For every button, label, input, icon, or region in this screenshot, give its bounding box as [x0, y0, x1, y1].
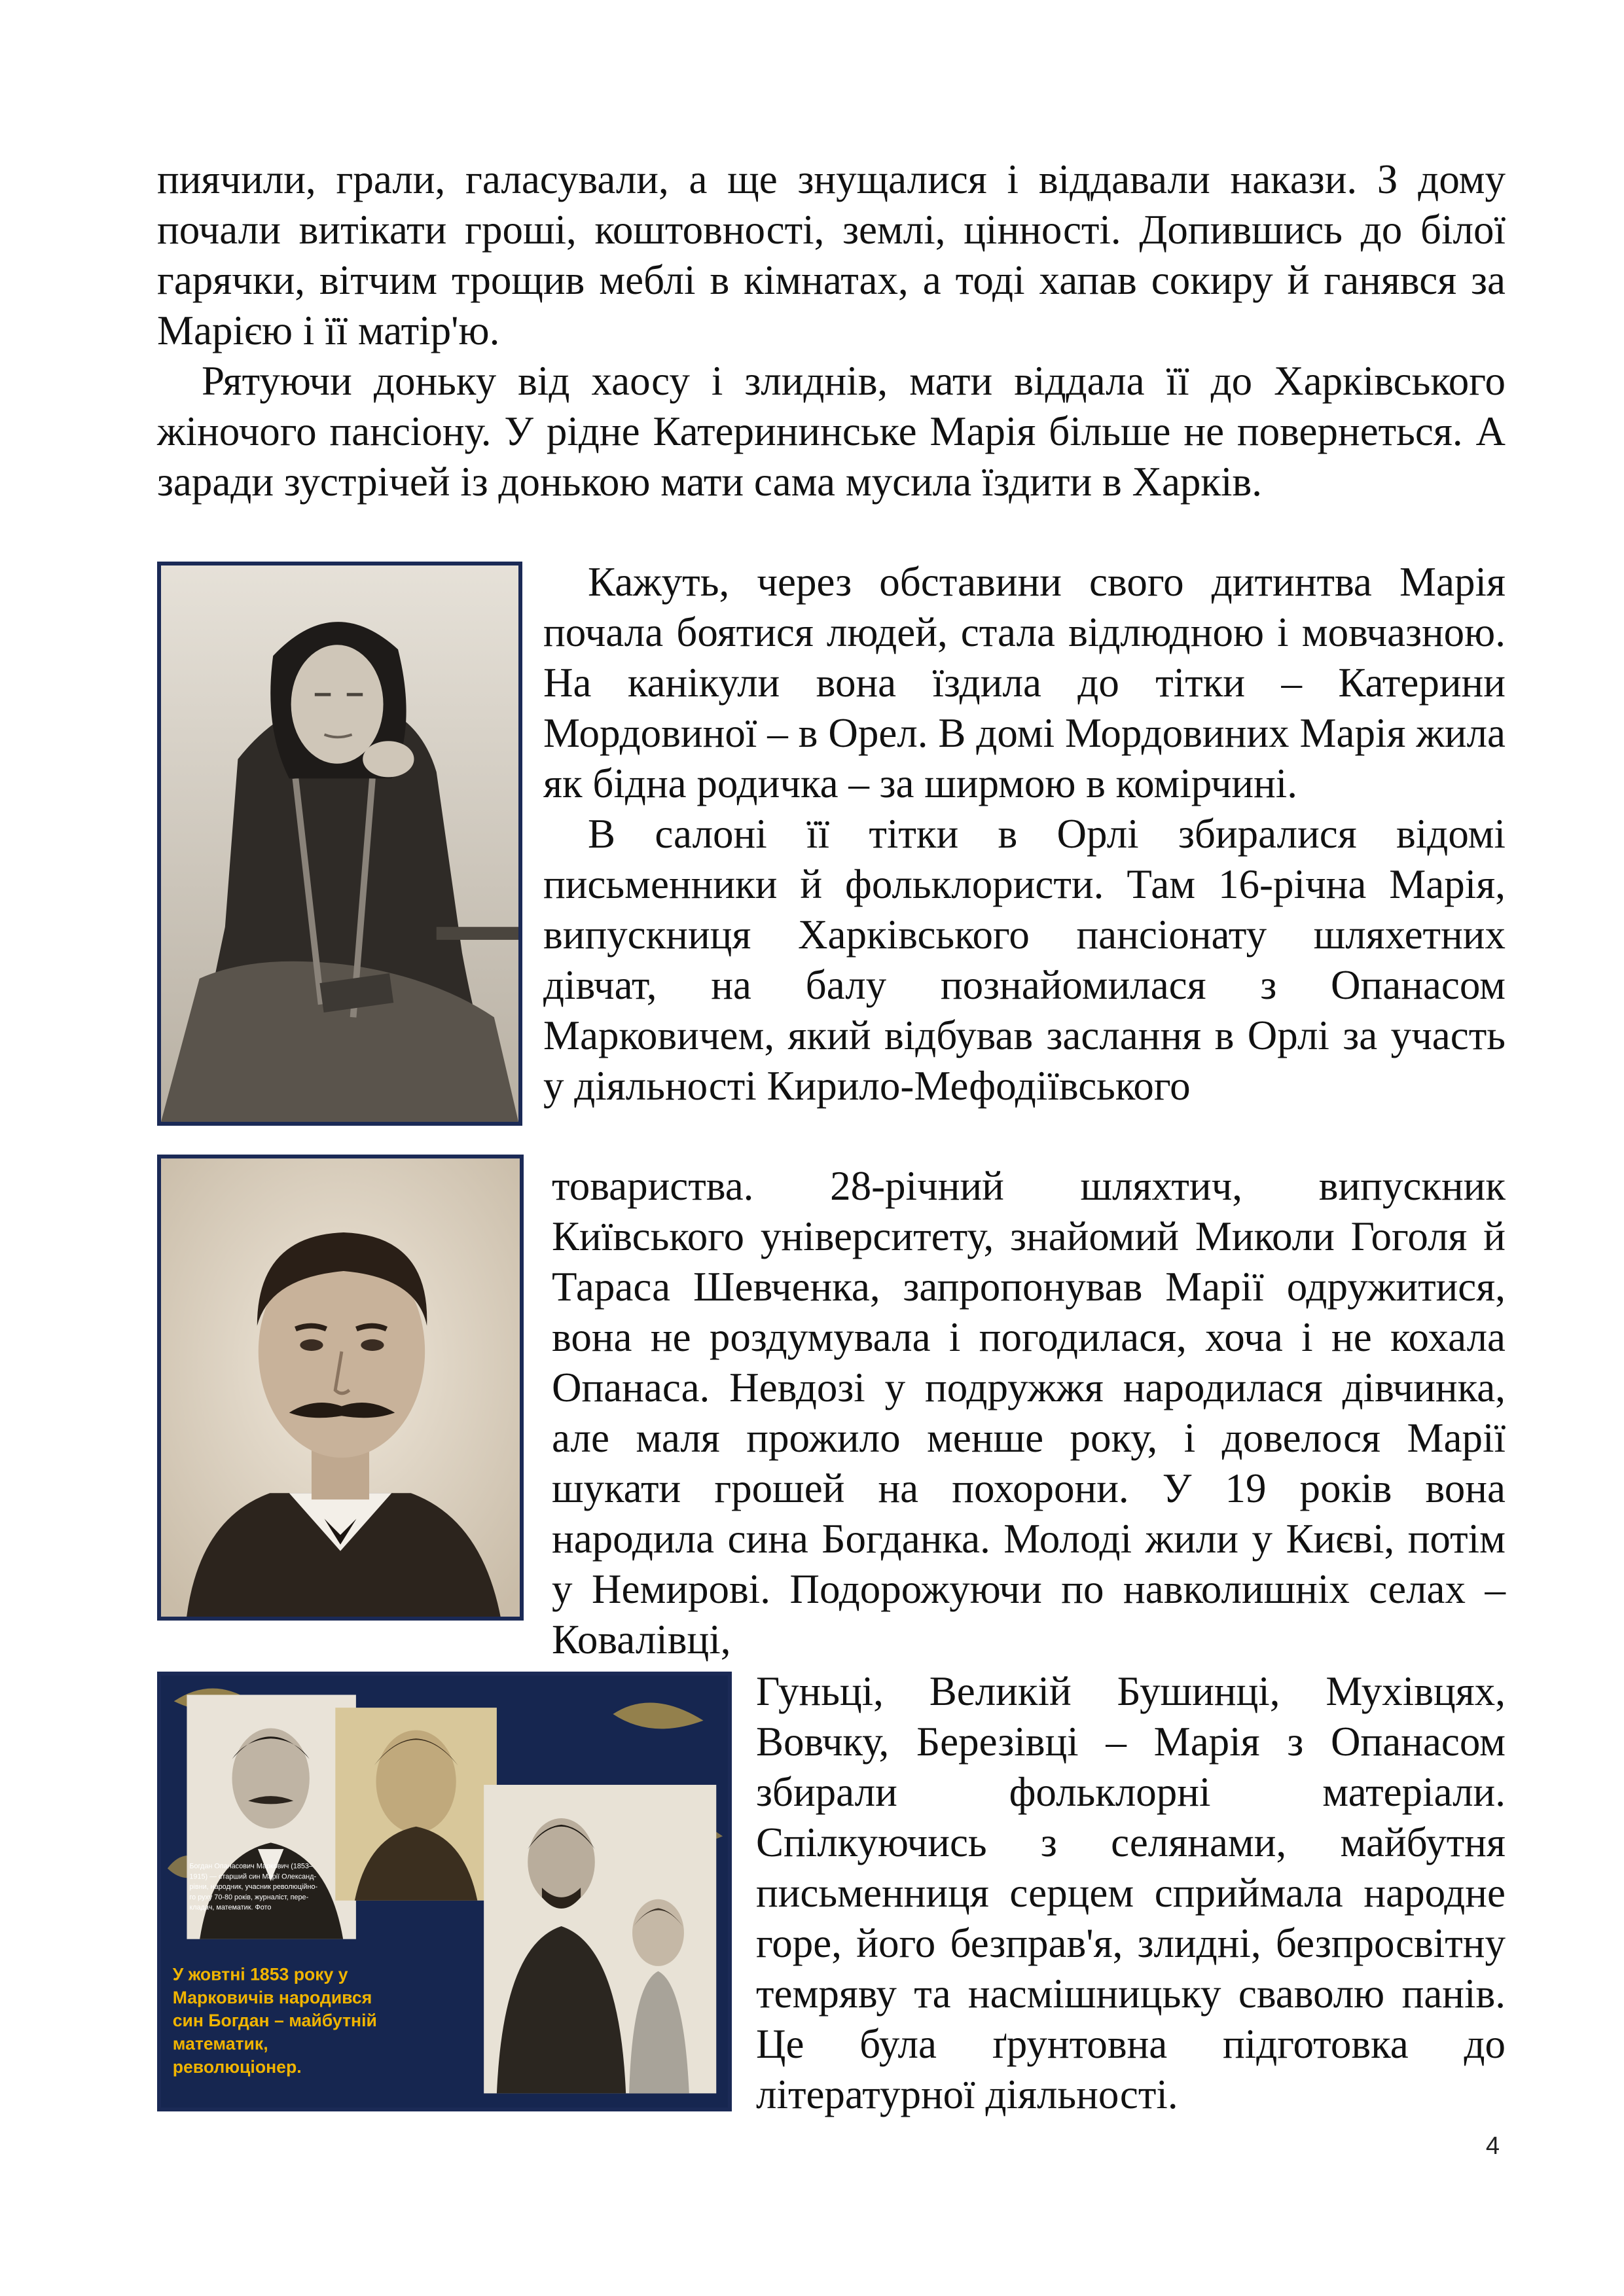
paragraph-4-start: В салоні її тітки в Орлі збиралися відомі письменники й фольклористи. Там 16-річна Марія, випускниця Харківського пансіонату шляхетних дівчат, на балу познайомилася з Опанасом Марковичем, який відбував заслання в Орлі за участь у діяльності Кирило-Мефодіївського: [543, 811, 1506, 1109]
collage-caption-line-1: Богдан Опанасович Маркович (1853–: [189, 1862, 314, 1871]
portrait-man-image: [161, 1158, 520, 1617]
portrait-woman-image: [161, 565, 518, 1122]
intro-text-block: [157, 154, 1506, 507]
collage-overlay-line-5: революціонер.: [172, 2057, 302, 2077]
collage-caption-line-3: рівни, народник, учасник революційно-: [189, 1883, 318, 1892]
collage-image: [157, 1672, 732, 2111]
collage-caption-line-4: го руху 70-80 років, журналіст, пере-: [189, 1893, 309, 1901]
paragraph-4-end: Гуньці, Великій Бушинці, Мухівцях, Вовчку, Березівці – Марія з Опанасом збирали фольклорні матеріали. Спілкуючись з селянами, майбутня письменниця серцем сприймала народне горе, його безправ'я, злидні, безпросвітну темряву та насмішницьку сваволю панів. Це була ґрунтовна підготовка до літературної діяльності.: [756, 1668, 1506, 2117]
portrait-photo-man: [157, 1155, 524, 1621]
text-beside-photos: [543, 557, 1506, 1111]
text-beside-collage: [756, 1666, 1506, 2120]
collage-overlay-line-1: У жовтні 1853 року у: [172, 1964, 348, 1984]
paragraph-2: Рятуючи доньку від хаосу і злиднів, мати віддала її до Харківського жіночого пансіону. У рідне Катерининське Марія більше не повернеться. А заради зустрічей із донькою мати сама мусила їздити в Харків.: [157, 358, 1506, 505]
text-beside-second-photo: [552, 1161, 1506, 1665]
paragraph-4-middle: товариства. 28-річний шляхтич, випускник Київського університету, знайомий Миколи Гоголя й Тараса Шевченка, запропонував Марії одружитися, вона не роздумувала і погодилася, хоча і не кохала Опанаса. Невдозі у подружжя народилася дівчинка, але маля прожило менше року, і довелося Марії шукати грошей на похорони. У 19 років вона народила сина Богданка. Молоді жили у Києві, потім у Немирові. Подорожуючи по навколишніх селах – Ковалівці,: [552, 1163, 1506, 1662]
collage-overlay-line-2: Марковичів народився: [172, 1987, 372, 2007]
collage-overlay-line-3: син Богдан – майбутній: [172, 2011, 377, 2031]
portrait-photo-woman: [157, 562, 522, 1126]
page-number: 4: [1485, 2132, 1500, 2160]
paragraph-1: пиячили, грали, галасували, а ще знущалися і віддавали накази. З дому почали витікати гроші, коштовності, землі, цінності. Допившись до білої гарячки, вітчим трощив меблі в кімнатах, а тоді хапав сокиру й ганявся за Марією і її матір'ю.: [157, 156, 1506, 353]
collage-caption-line-5: кладач, математик. Фото: [189, 1903, 272, 1912]
collage-caption-line-2: 1915) — старший син Марії Олександ-: [189, 1873, 317, 1881]
collage-illustration: [161, 1676, 728, 2108]
collage-overlay-line-4: математик,: [172, 2034, 268, 2054]
paragraph-3: Кажуть, через обставини свого дитинтва Марія почала боятися людей, стала відлюдною і мовчазною. На канікули вона їздила до тітки – Катерини Мордовиної – в Орел. В домі Мордовиних Марія жила як бідна родичка – за ширмою в комірчині.: [543, 559, 1506, 806]
